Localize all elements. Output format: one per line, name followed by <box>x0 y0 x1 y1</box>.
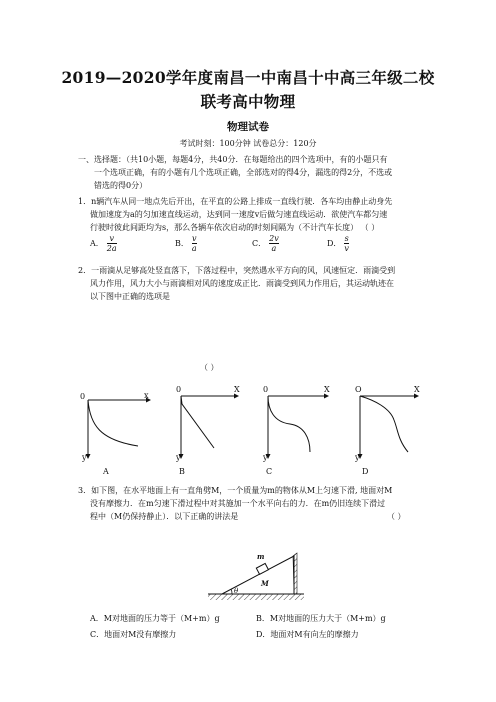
q2-line: 2．一雨滴从足够高处竖直落下，下落过程中，突然遇水平方向的风，风速恒定．雨滴受到 <box>78 266 396 275</box>
option-letter: C． <box>252 239 267 248</box>
graph-b-label: B <box>179 467 185 476</box>
option-fraction: $\frac{s}{v}$ <box>344 234 349 253</box>
option-letter: D． <box>327 239 342 248</box>
graph-a-curve <box>88 400 138 446</box>
graph-d-curve <box>360 396 408 452</box>
q3-option-c[interactable]: C．地面对M没有摩擦力 <box>90 630 177 639</box>
graph-a-origin: 0 <box>80 392 86 401</box>
graph-c-y-label: y <box>263 453 268 462</box>
q3-option-b[interactable]: B．M对地面的压力大于（M+m）g <box>256 614 386 623</box>
option-letter: A． <box>90 239 104 248</box>
q1-line: 1．n辆汽车从同一地点先后开出，在平直的公路上排成一直线行驶．各车均由静止动身先 <box>78 197 393 206</box>
section-instructions <box>78 153 392 192</box>
option-letter: B． <box>175 239 189 248</box>
paper-subtitle: 物理试卷 <box>227 121 269 133</box>
graph-c-label: C <box>266 467 273 476</box>
graph-b-x-label: X <box>234 385 240 394</box>
title-line-2: 联考高中物理 <box>200 92 296 111</box>
q1-option-a[interactable] <box>90 234 117 253</box>
q2-line: 以下图中正确的选项是 <box>90 292 170 301</box>
graph-b-y-label: y <box>176 453 181 462</box>
instruction-line: 错选的得0分） <box>94 181 148 190</box>
graph-b-origin: 0 <box>176 385 182 394</box>
option-fraction: $\frac{v}{a}$ <box>191 234 197 253</box>
title-line-1: 2019—2020学年度南昌一中南昌十中高三年级二校 <box>61 68 435 87</box>
graph-d-y-label: y <box>355 453 360 462</box>
graph-d-label: D <box>362 467 369 476</box>
q1-option-c[interactable] <box>252 234 279 253</box>
q2-trajectory-graphs <box>78 380 438 480</box>
option-fraction: $\frac{v}{2a}$ <box>106 234 117 253</box>
q1-option-d[interactable] <box>327 234 349 253</box>
q3-option-d[interactable]: D．地面对M有向左的摩擦力 <box>256 630 359 639</box>
graph-a-label: A <box>103 467 109 476</box>
q3-line: 程中（M仍保持静止）．以下正确的讲法是 <box>90 512 239 521</box>
q3-wedge-figure <box>200 542 310 604</box>
q3-option-a[interactable]: A．M对地面的压力等于（M+m）g <box>90 614 220 623</box>
graph-a-y-label: y <box>82 453 87 462</box>
q1-line: 行驶时彼此间距均为s，那么各辆车依次启动的时刻间隔为（不计汽车长度） （ ） <box>90 223 380 232</box>
question-1 <box>78 195 392 234</box>
q2-answer-blank: （ ） <box>200 363 219 372</box>
exam-info: 考试时刻：100分钟 试卷总分：120分 <box>179 139 317 148</box>
graph-a-x-label: x <box>144 391 149 400</box>
q1-option-b[interactable] <box>175 234 197 253</box>
label-M: M <box>261 579 269 588</box>
graph-d-x-label: X <box>414 385 420 394</box>
graph-b-curve <box>181 396 214 448</box>
graph-c-origin: 0 <box>263 385 269 394</box>
graph-d-origin: O <box>355 385 362 394</box>
instruction-line: 一、选择题：（共10小题，每题4分，共40分．在每题给出的四个选项中，有的小题只有 <box>78 155 388 164</box>
instruction-line: 一个选项正确，有的小题有几个选项正确，全部选对的得4分，漏选的得2分，不选或 <box>94 168 393 177</box>
q3-line: 3．如下图，在水平地面上有一直角劈M，一个质量为m的物体从M上匀速下滑, 地面对M <box>78 486 393 495</box>
wedge-M <box>222 556 294 594</box>
option-fraction: $\frac{2v}{a}$ <box>269 234 279 253</box>
graph-c-curve <box>268 396 310 452</box>
label-theta: θ <box>234 587 239 595</box>
graph-c-x-label: X <box>324 385 330 394</box>
q3-line: 没有摩擦力．在m匀速下滑过程中对其施加一个水平向右的力．在m仍旧连续下滑过 <box>90 499 386 508</box>
q2-line: 风力作用，风力大小与雨滴相对风的速度成正比．雨滴受到风力作用后，其运动轨迹在 <box>90 279 394 288</box>
question-2 <box>78 264 395 303</box>
ground-hatch <box>208 594 304 600</box>
wall-hatch <box>293 553 297 594</box>
question-3 <box>78 484 392 523</box>
q3-answer-blank: （ ） <box>387 512 406 521</box>
q1-line: 做加速度为a的匀加速直线运动，达到同一速度v后做匀速直线运动．欲使汽车都匀速 <box>90 210 388 219</box>
label-m: m <box>257 552 265 561</box>
